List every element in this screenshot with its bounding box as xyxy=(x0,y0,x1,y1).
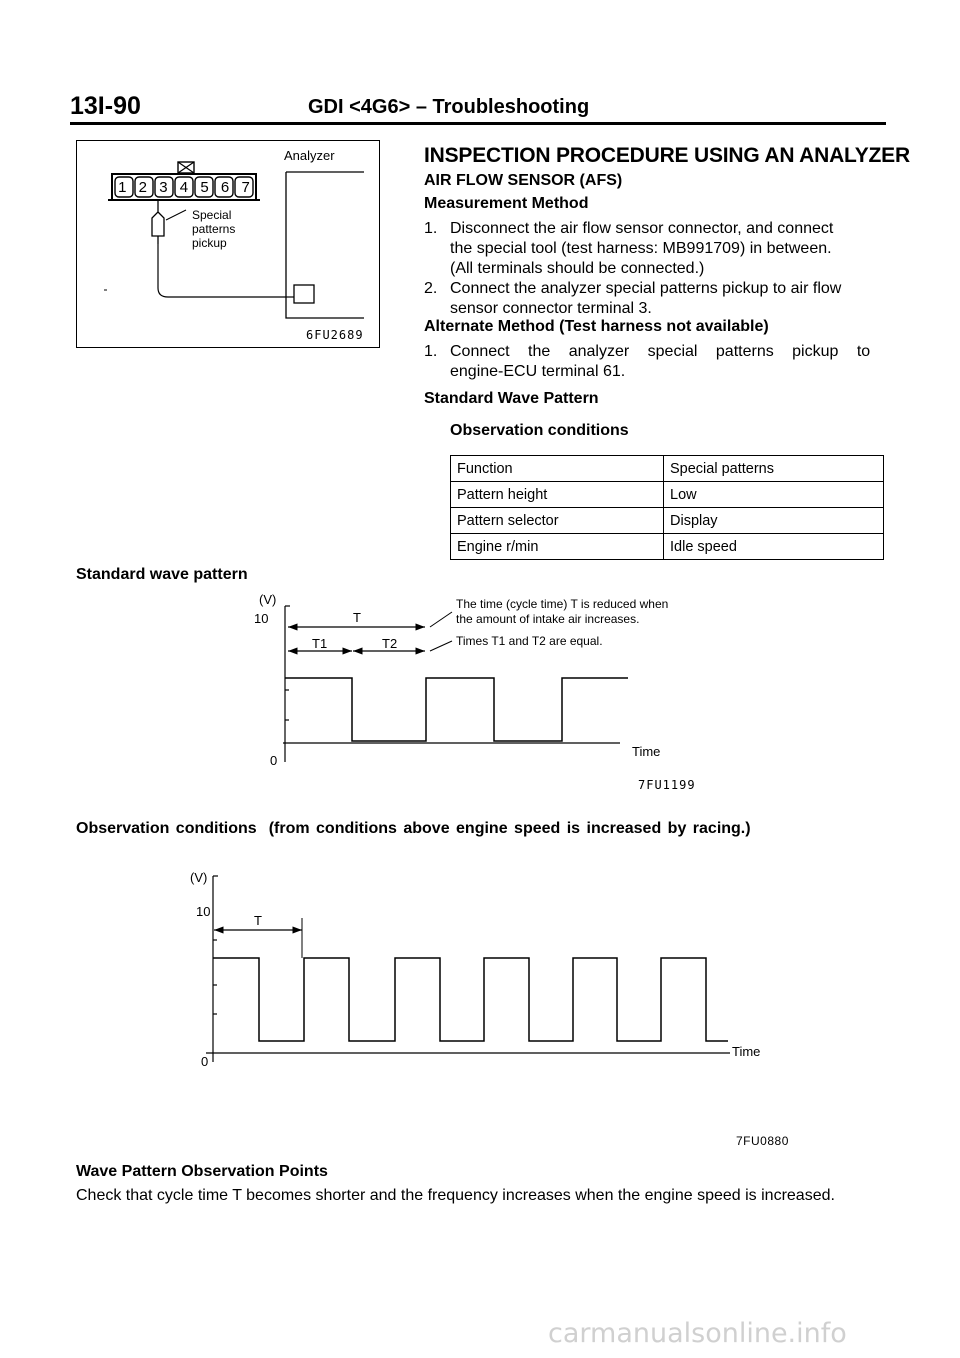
wave1-y-zero: 0 xyxy=(270,753,278,768)
alternate-step: 1. Connect the analyzer special patterns pickup to engine-ECU terminal 61. xyxy=(424,343,871,380)
measurement-title: Measurement Method xyxy=(424,195,589,212)
section-heading: INSPECTION PROCEDURE USING AN ANALYZER xyxy=(424,144,910,167)
wave1-figure-code: 7FU1199 xyxy=(638,778,696,792)
table-cell: Special patterns xyxy=(664,456,884,482)
pin-5: 5 xyxy=(200,178,209,196)
table-row xyxy=(451,456,884,482)
table-cell: Pattern selector xyxy=(451,508,664,534)
pin-7: 7 xyxy=(241,178,250,196)
wave2-signal xyxy=(213,958,728,1041)
wave1-y-unit: (V) xyxy=(259,592,277,607)
wave1-axes xyxy=(283,606,620,762)
pin-4: 4 xyxy=(179,178,189,196)
table-row xyxy=(451,508,884,534)
pin-6: 6 xyxy=(220,178,230,196)
wave1-t-label: T xyxy=(353,610,361,625)
wave1-x-label: Time xyxy=(632,744,661,759)
page-number: 13I-90 xyxy=(70,92,141,120)
standard-wave-label: Standard wave pattern xyxy=(76,566,248,583)
observation-title: Observation conditions xyxy=(450,422,629,439)
observation-points-title: Wave Pattern Observation Points xyxy=(76,1163,328,1180)
section-subheading: AIR FLOW SENSOR (AFS) xyxy=(424,172,623,189)
measurement-steps xyxy=(424,219,886,319)
wave2-y-zero: 0 xyxy=(201,1054,209,1069)
wave1-t1-label: T1 xyxy=(312,636,328,651)
wave1-signal xyxy=(285,678,628,741)
wave1-t2-label: T2 xyxy=(382,636,398,651)
observation-table xyxy=(450,455,884,560)
header-rule xyxy=(70,122,886,125)
measurement-step: 1. Disconnect the air flow sensor connector, and connect the special tool (test harness: MB991709) in between. (All terminals should be connected.) xyxy=(424,220,834,277)
wave2-axes xyxy=(206,876,730,1062)
measurement-step: 2. Connect the analyzer special patterns pickup to air flow sensor connector terminal 3. xyxy=(424,280,842,317)
wave2-y-unit: (V) xyxy=(190,870,208,885)
analyzer-label: Analyzer xyxy=(284,148,335,163)
observation-points-text: Check that cycle time T becomes shorter and the frequency increases when the engine speed is increased. xyxy=(76,1187,835,1204)
alternate-steps xyxy=(424,342,886,382)
wave1-note-equal: Times T1 and T2 are equal. xyxy=(456,634,603,648)
table-cell: Pattern height xyxy=(451,482,664,508)
wave1-note-cycle: The time (cycle time) T is reduced when the amount of intake air increases. xyxy=(456,597,669,626)
pin-3: 3 xyxy=(159,178,168,196)
wave1-y-top: 10 xyxy=(254,611,269,626)
observation2-heading: Observation conditions (from conditions above engine speed is increased by racing.) xyxy=(76,820,751,837)
table-cell: Engine r/min xyxy=(451,534,664,560)
table-cell: Function xyxy=(451,456,664,482)
standard-wave-title: Standard Wave Pattern xyxy=(424,390,599,407)
table-row xyxy=(451,482,884,508)
connector-pins xyxy=(112,177,256,197)
table-cell: Idle speed xyxy=(664,534,884,560)
wave2-x-label: Time xyxy=(732,1044,761,1059)
wave2-t-label: T xyxy=(254,913,262,928)
watermark: carmanualsonline.info xyxy=(548,1318,847,1349)
table-row xyxy=(451,534,884,560)
table-cell: Display xyxy=(664,508,884,534)
wave2-y-top: 10 xyxy=(196,904,211,919)
pin-2: 2 xyxy=(138,178,148,196)
wave2-figure-code: 7FU0880 xyxy=(736,1134,789,1148)
figure-code: 6FU2689 xyxy=(306,328,364,342)
figure-analyzer-connection xyxy=(76,140,380,348)
page-title: GDI <4G6> – Troubleshooting xyxy=(308,96,590,118)
pickup-label: Special patterns pickup xyxy=(192,208,236,250)
table-cell: Low xyxy=(664,482,884,508)
alternate-title: Alternate Method (Test harness not available) xyxy=(424,318,769,335)
pin-1: 1 xyxy=(118,178,127,196)
